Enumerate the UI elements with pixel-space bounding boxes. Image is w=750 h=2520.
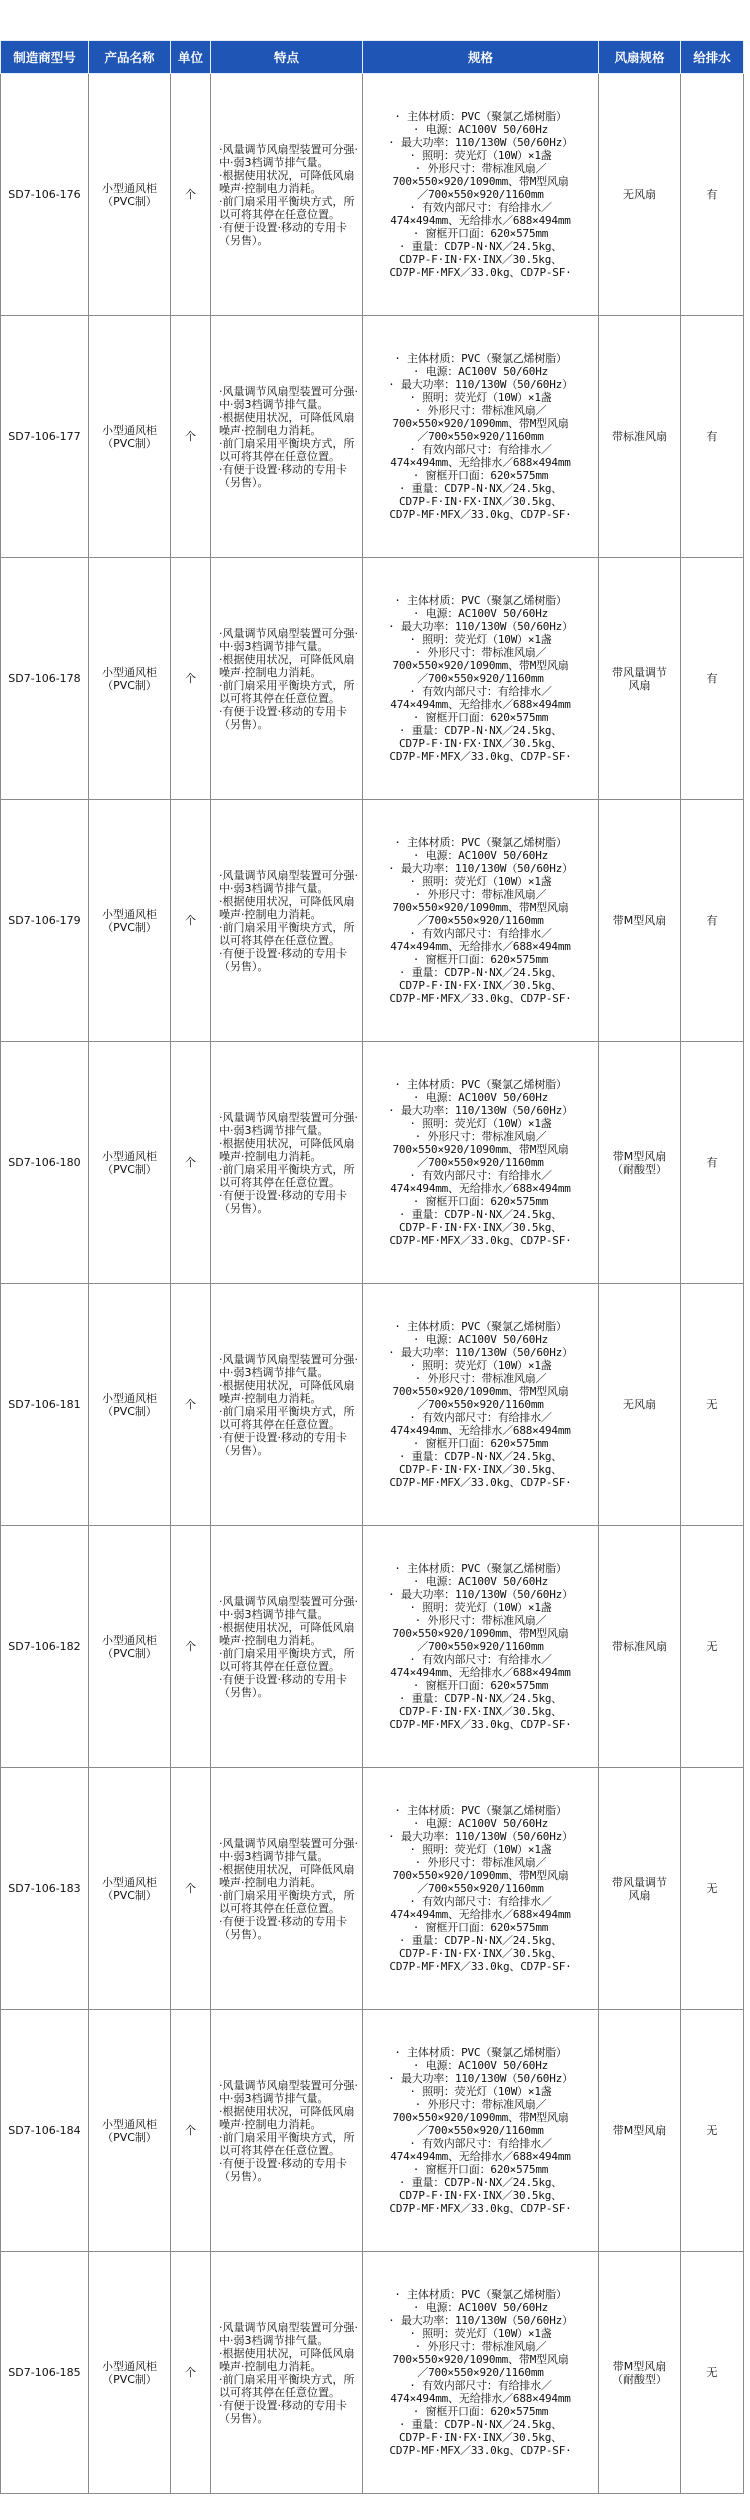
feature-item: ·有便于设置·移动的专用卡（另售）。: [219, 946, 347, 973]
spec-line: · 最大功率：110/130W（50/60Hz）: [388, 2314, 573, 2327]
unit-cell: 个: [171, 1768, 211, 2010]
feature-item: ·风量调节风扇型装置可分强·中·弱3档调节排气量。: [219, 2078, 358, 2105]
product-name-line: 小型通风柜: [102, 665, 157, 679]
spec-line: 700×550×920/1090mm、带M型风扇: [392, 417, 569, 430]
spec-line: · 主体材质：PVC（聚氯乙烯树脂）: [394, 1320, 567, 1333]
spec-line: CD7P-MF·MFX／33.0kg、CD7P-SF·: [389, 1476, 572, 1489]
feature-item: ·前门扇采用平衡块方式，所以可将其停在任意位置。: [219, 678, 355, 705]
spec-line: · 电源：AC100V 50/60Hz: [412, 365, 549, 378]
spec-line: · 有效内部尺寸：有给排水／: [409, 443, 552, 456]
spec-line: · 照明：荧光灯（10W）×1盏: [409, 1117, 552, 1130]
features-cell: [211, 316, 363, 558]
header-product-name: 产品名称: [89, 41, 171, 74]
spec-line: 474×494mm、无给排水／688×494mm: [390, 2150, 571, 2163]
spec-line: CD7P-F·IN·FX·INX／30.5kg、: [399, 1947, 562, 1960]
unit-cell: 个: [171, 74, 211, 316]
fan-spec-cell: [599, 316, 681, 558]
spec-line: · 外形尺寸：带标准风扇／: [414, 1372, 547, 1385]
feature-item: ·风量调节风扇型装置可分强·中·弱3档调节排气量。: [219, 1352, 358, 1379]
drainage-cell: 无: [681, 1284, 744, 1526]
feature-item: ·根据使用状况，可降低风扇噪声·控制电力消耗。: [219, 652, 355, 679]
fan-spec-line: 带标准风扇: [612, 430, 667, 443]
spec-line: · 主体材质：PVC（聚氯乙烯树脂）: [394, 110, 567, 123]
product-name-line: 小型通风柜: [102, 1633, 157, 1647]
specs-cell: [363, 1042, 599, 1284]
spec-line: · 重量：CD7P-N·NX／24.5kg、: [398, 240, 563, 253]
spec-line: · 最大功率：110/130W（50/60Hz）: [388, 1830, 573, 1843]
spec-line: · 照明：荧光灯（10W）×1盏: [409, 149, 552, 162]
spec-line: · 窗框开口面：620×575mm: [412, 1679, 549, 1692]
feature-item: ·有便于设置·移动的专用卡（另售）。: [219, 704, 347, 731]
unit-cell: 个: [171, 316, 211, 558]
spec-line: CD7P-F·IN·FX·INX／30.5kg、: [399, 979, 562, 992]
spec-line: · 外形尺寸：带标准风扇／: [414, 1614, 547, 1627]
spec-line: · 重量：CD7P-N·NX／24.5kg、: [398, 2176, 563, 2189]
unit-cell: 个: [171, 1284, 211, 1526]
product-name-line: 小型通风柜: [102, 181, 157, 195]
product-spec-table: [0, 40, 744, 2494]
product-name-cell: [89, 1526, 171, 1768]
spec-line: CD7P-MF·MFX／33.0kg、CD7P-SF·: [389, 992, 572, 1005]
feature-item: ·前门扇采用平衡块方式，所以可将其停在任意位置。: [219, 1404, 355, 1431]
features-cell: [211, 800, 363, 1042]
spec-line: · 照明：荧光灯（10W）×1盏: [409, 633, 552, 646]
spec-line: CD7P-MF·MFX／33.0kg、CD7P-SF·: [389, 266, 572, 279]
spec-line: ／700×550×920/1160mm: [417, 1882, 544, 1895]
feature-item: ·前门扇采用平衡块方式，所以可将其停在任意位置。: [219, 1646, 355, 1673]
spec-line: CD7P-MF·MFX／33.0kg、CD7P-SF·: [389, 508, 572, 521]
feature-item: ·有便于设置·移动的专用卡（另售）。: [219, 2156, 347, 2183]
spec-line: · 照明：荧光灯（10W）×1盏: [409, 1359, 552, 1372]
feature-item: ·有便于设置·移动的专用卡（另售）。: [219, 462, 347, 489]
spec-line: 474×494mm、无给排水／688×494mm: [390, 1424, 571, 1437]
spec-line: 474×494mm、无给排水／688×494mm: [390, 214, 571, 227]
spec-line: · 窗框开口面：620×575mm: [412, 953, 549, 966]
feature-item: ·有便于设置·移动的专用卡（另售）。: [219, 1672, 347, 1699]
spec-line: · 电源：AC100V 50/60Hz: [412, 1333, 549, 1346]
feature-item: ·前门扇采用平衡块方式，所以可将其停在任意位置。: [219, 194, 355, 221]
table-body: [1, 74, 744, 2494]
features-cell: [211, 1042, 363, 1284]
fan-spec-line: 带M型风扇: [612, 1149, 667, 1163]
model-cell: SD7-106-176: [1, 74, 89, 316]
header-features: 特点: [211, 41, 363, 74]
spec-line: · 窗框开口面：620×575mm: [412, 469, 549, 482]
fan-spec-line: 带M型风扇: [612, 2359, 667, 2373]
spec-line: CD7P-MF·MFX／33.0kg、CD7P-SF·: [389, 1960, 572, 1973]
spec-line: CD7P-F·IN·FX·INX／30.5kg、: [399, 253, 562, 266]
spec-line: 474×494mm、无给排水／688×494mm: [390, 2392, 571, 2405]
drainage-cell: 无: [681, 2252, 744, 2494]
spec-line: · 外形尺寸：带标准风扇／: [414, 2340, 547, 2353]
feature-item: ·根据使用状况，可降低风扇噪声·控制电力消耗。: [219, 168, 355, 195]
product-name-line: （PVC制）: [102, 1404, 157, 1418]
spec-line: 474×494mm、无给排水／688×494mm: [390, 1908, 571, 1921]
spec-line: · 电源：AC100V 50/60Hz: [412, 1575, 549, 1588]
product-name-line: 小型通风柜: [102, 1391, 157, 1405]
product-name-line: 小型通风柜: [102, 2117, 157, 2131]
spec-line: · 外形尺寸：带标准风扇／: [414, 2098, 547, 2111]
fan-spec-line: （耐酸型）: [612, 1162, 667, 1176]
model-cell: SD7-106-177: [1, 316, 89, 558]
specs-cell: [363, 1526, 599, 1768]
features-cell: [211, 74, 363, 316]
spec-line: 700×550×920/1090mm、带M型风扇: [392, 1627, 569, 1640]
table-row: [1, 1768, 744, 2010]
spec-line: CD7P-F·IN·FX·INX／30.5kg、: [399, 737, 562, 750]
model-cell: SD7-106-184: [1, 2010, 89, 2252]
product-name-line: （PVC制）: [102, 1646, 157, 1660]
product-name-cell: [89, 1768, 171, 2010]
feature-item: ·前门扇采用平衡块方式，所以可将其停在任意位置。: [219, 1162, 355, 1189]
spec-line: 474×494mm、无给排水／688×494mm: [390, 1666, 571, 1679]
feature-item: ·风量调节风扇型装置可分强·中·弱3档调节排气量。: [219, 142, 358, 169]
fan-spec-cell: [599, 1284, 681, 1526]
table-row: [1, 1042, 744, 1284]
spec-line: · 窗框开口面：620×575mm: [412, 2405, 549, 2418]
spec-line: · 照明：荧光灯（10W）×1盏: [409, 391, 552, 404]
drainage-cell: 无: [681, 1768, 744, 2010]
spec-line: · 窗框开口面：620×575mm: [412, 2163, 549, 2176]
header-drainage: 给排水: [681, 41, 744, 74]
fan-spec-cell: [599, 1768, 681, 2010]
spec-line: 474×494mm、无给排水／688×494mm: [390, 940, 571, 953]
product-name-cell: [89, 1284, 171, 1526]
spec-line: ／700×550×920/1160mm: [417, 672, 544, 685]
spec-line: · 主体材质：PVC（聚氯乙烯树脂）: [394, 352, 567, 365]
spec-line: · 电源：AC100V 50/60Hz: [412, 607, 549, 620]
spec-line: · 重量：CD7P-N·NX／24.5kg、: [398, 1450, 563, 1463]
feature-item: ·风量调节风扇型装置可分强·中·弱3档调节排气量。: [219, 1594, 358, 1621]
header-specs: 规格: [363, 41, 599, 74]
fan-spec-line: （耐酸型）: [612, 2372, 667, 2386]
spec-line: · 电源：AC100V 50/60Hz: [412, 2059, 549, 2072]
spec-line: CD7P-MF·MFX／33.0kg、CD7P-SF·: [389, 1234, 572, 1247]
spec-line: · 重量：CD7P-N·NX／24.5kg、: [398, 1692, 563, 1705]
specs-cell: [363, 558, 599, 800]
drainage-cell: 有: [681, 800, 744, 1042]
spec-line: · 外形尺寸：带标准风扇／: [414, 888, 547, 901]
spec-line: · 最大功率：110/130W（50/60Hz）: [388, 1588, 573, 1601]
fan-spec-line: 风扇: [628, 1888, 651, 1902]
drainage-cell: 无: [681, 2010, 744, 2252]
spec-line: CD7P-MF·MFX／33.0kg、CD7P-SF·: [389, 1718, 572, 1731]
fan-spec-cell: [599, 74, 681, 316]
spec-line: · 有效内部尺寸：有给排水／: [409, 1411, 552, 1424]
product-name-line: 小型通风柜: [102, 2359, 157, 2373]
fan-spec-line: 无风扇: [623, 1398, 656, 1411]
feature-item: ·有便于设置·移动的专用卡（另售）。: [219, 220, 347, 247]
fan-spec-line: 带风量调节: [612, 1875, 667, 1889]
spec-line: · 窗框开口面：620×575mm: [412, 1195, 549, 1208]
fan-spec-line: 带M型风扇: [612, 914, 667, 927]
feature-item: ·风量调节风扇型装置可分强·中·弱3档调节排气量。: [219, 868, 358, 895]
model-cell: SD7-106-179: [1, 800, 89, 1042]
product-name-cell: [89, 2252, 171, 2494]
product-name-line: （PVC制）: [102, 920, 157, 934]
drainage-cell: 有: [681, 558, 744, 800]
spec-line: 700×550×920/1090mm、带M型风扇: [392, 1869, 569, 1882]
spec-line: CD7P-F·IN·FX·INX／30.5kg、: [399, 495, 562, 508]
table-row: [1, 74, 744, 316]
fan-spec-line: 带M型风扇: [612, 2124, 667, 2137]
product-name-line: （PVC制）: [102, 678, 157, 692]
fan-spec-line: 带标准风扇: [612, 1640, 667, 1653]
spec-line: · 有效内部尺寸：有给排水／: [409, 1895, 552, 1908]
header-fan-spec: 风扇规格: [599, 41, 681, 74]
feature-item: ·有便于设置·移动的专用卡（另售）。: [219, 1914, 347, 1941]
feature-item: ·风量调节风扇型装置可分强·中·弱3档调节排气量。: [219, 1110, 358, 1137]
feature-item: ·前门扇采用平衡块方式，所以可将其停在任意位置。: [219, 436, 355, 463]
spec-line: CD7P-MF·MFX／33.0kg、CD7P-SF·: [389, 2202, 572, 2215]
spec-line: 474×494mm、无给排水／688×494mm: [390, 698, 571, 711]
model-cell: SD7-106-183: [1, 1768, 89, 2010]
spec-line: · 电源：AC100V 50/60Hz: [412, 1817, 549, 1830]
unit-cell: 个: [171, 1526, 211, 1768]
spec-line: · 最大功率：110/130W（50/60Hz）: [388, 1104, 573, 1117]
feature-item: ·前门扇采用平衡块方式，所以可将其停在任意位置。: [219, 2130, 355, 2157]
spec-line: · 重量：CD7P-N·NX／24.5kg、: [398, 1208, 563, 1221]
table-row: [1, 558, 744, 800]
spec-line: 700×550×920/1090mm、带M型风扇: [392, 1385, 569, 1398]
spec-line: · 外形尺寸：带标准风扇／: [414, 1856, 547, 1869]
feature-item: ·根据使用状况，可降低风扇噪声·控制电力消耗。: [219, 894, 355, 921]
features-cell: [211, 2252, 363, 2494]
specs-cell: [363, 74, 599, 316]
product-name-line: （PVC制）: [102, 2130, 157, 2144]
fan-spec-cell: [599, 1526, 681, 1768]
spec-line: 700×550×920/1090mm、带M型风扇: [392, 2111, 569, 2124]
spec-line: · 窗框开口面：620×575mm: [412, 1921, 549, 1934]
spec-line: · 主体材质：PVC（聚氯乙烯树脂）: [394, 594, 567, 607]
table-row: [1, 800, 744, 1042]
features-cell: [211, 1284, 363, 1526]
spec-line: · 有效内部尺寸：有给排水／: [409, 2137, 552, 2150]
spec-line: · 最大功率：110/130W（50/60Hz）: [388, 1346, 573, 1359]
spec-line: · 最大功率：110/130W（50/60Hz）: [388, 378, 573, 391]
model-cell: SD7-106-182: [1, 1526, 89, 1768]
unit-cell: 个: [171, 2252, 211, 2494]
specs-cell: [363, 2252, 599, 2494]
spec-line: · 电源：AC100V 50/60Hz: [412, 2301, 549, 2314]
spec-line: · 主体材质：PVC（聚氯乙烯树脂）: [394, 2046, 567, 2059]
spec-line: · 最大功率：110/130W（50/60Hz）: [388, 2072, 573, 2085]
feature-item: ·有便于设置·移动的专用卡（另售）。: [219, 2398, 347, 2425]
spec-line: · 有效内部尺寸：有给排水／: [409, 201, 552, 214]
spec-line: CD7P-MF·MFX／33.0kg、CD7P-SF·: [389, 750, 572, 763]
spec-line: · 窗框开口面：620×575mm: [412, 1437, 549, 1450]
feature-item: ·风量调节风扇型装置可分强·中·弱3档调节排气量。: [219, 626, 358, 653]
spec-line: 474×494mm、无给排水／688×494mm: [390, 1182, 571, 1195]
features-cell: [211, 1768, 363, 2010]
spec-line: · 照明：荧光灯（10W）×1盏: [409, 2085, 552, 2098]
product-name-line: 小型通风柜: [102, 1149, 157, 1163]
table-row: [1, 1526, 744, 1768]
feature-item: ·根据使用状况，可降低风扇噪声·控制电力消耗。: [219, 1620, 355, 1647]
spec-line: · 主体材质：PVC（聚氯乙烯树脂）: [394, 1078, 567, 1091]
spec-line: · 外形尺寸：带标准风扇／: [414, 646, 547, 659]
spec-line: · 重量：CD7P-N·NX／24.5kg、: [398, 966, 563, 979]
product-name-line: （PVC制）: [102, 2372, 157, 2386]
feature-item: ·根据使用状况，可降低风扇噪声·控制电力消耗。: [219, 1862, 355, 1889]
feature-item: ·前门扇采用平衡块方式，所以可将其停在任意位置。: [219, 920, 355, 947]
specs-cell: [363, 800, 599, 1042]
spec-line: ／700×550×920/1160mm: [417, 1156, 544, 1169]
spec-line: · 有效内部尺寸：有给排水／: [409, 685, 552, 698]
header-row: [1, 41, 744, 74]
drainage-cell: 无: [681, 1526, 744, 1768]
fan-spec-cell: [599, 2252, 681, 2494]
spec-line: ／700×550×920/1160mm: [417, 188, 544, 201]
spec-line: · 外形尺寸：带标准风扇／: [414, 162, 547, 175]
spec-line: ／700×550×920/1160mm: [417, 914, 544, 927]
fan-spec-cell: [599, 1042, 681, 1284]
spec-line: · 窗框开口面：620×575mm: [412, 227, 549, 240]
spec-line: CD7P-F·IN·FX·INX／30.5kg、: [399, 1463, 562, 1476]
spec-line: · 主体材质：PVC（聚氯乙烯树脂）: [394, 1804, 567, 1817]
product-name-line: 小型通风柜: [102, 907, 157, 921]
spec-line: ／700×550×920/1160mm: [417, 2124, 544, 2137]
spec-line: CD7P-F·IN·FX·INX／30.5kg、: [399, 1705, 562, 1718]
spec-line: · 重量：CD7P-N·NX／24.5kg、: [398, 2418, 563, 2431]
spec-line: · 照明：荧光灯（10W）×1盏: [409, 1843, 552, 1856]
spec-line: · 有效内部尺寸：有给排水／: [409, 1653, 552, 1666]
feature-item: ·前门扇采用平衡块方式，所以可将其停在任意位置。: [219, 1888, 355, 1915]
product-name-cell: [89, 2010, 171, 2252]
feature-item: ·风量调节风扇型装置可分强·中·弱3档调节排气量。: [219, 384, 358, 411]
fan-spec-line: 无风扇: [623, 188, 656, 201]
fan-spec-cell: [599, 800, 681, 1042]
spec-line: CD7P-F·IN·FX·INX／30.5kg、: [399, 2189, 562, 2202]
spec-line: · 主体材质：PVC（聚氯乙烯树脂）: [394, 1562, 567, 1575]
spec-line: · 窗框开口面：620×575mm: [412, 711, 549, 724]
header-unit: 单位: [171, 41, 211, 74]
fan-spec-cell: [599, 2010, 681, 2252]
spec-line: CD7P-F·IN·FX·INX／30.5kg、: [399, 1221, 562, 1234]
product-name-cell: [89, 1042, 171, 1284]
product-name-line: （PVC制）: [102, 1888, 157, 1902]
product-name-line: 小型通风柜: [102, 423, 157, 437]
product-name-cell: [89, 316, 171, 558]
spec-line: · 照明：荧光灯（10W）×1盏: [409, 875, 552, 888]
model-cell: SD7-106-178: [1, 558, 89, 800]
drainage-cell: 有: [681, 74, 744, 316]
fan-spec-line: 带风量调节: [612, 665, 667, 679]
table-row: [1, 1284, 744, 1526]
feature-item: ·根据使用状况，可降低风扇噪声·控制电力消耗。: [219, 1378, 355, 1405]
spec-line: 700×550×920/1090mm、带M型风扇: [392, 175, 569, 188]
spec-line: · 电源：AC100V 50/60Hz: [412, 123, 549, 136]
model-cell: SD7-106-185: [1, 2252, 89, 2494]
unit-cell: 个: [171, 2010, 211, 2252]
feature-item: ·根据使用状况，可降低风扇噪声·控制电力消耗。: [219, 2104, 355, 2131]
unit-cell: 个: [171, 558, 211, 800]
product-name-cell: [89, 800, 171, 1042]
feature-item: ·风量调节风扇型装置可分强·中·弱3档调节排气量。: [219, 1836, 358, 1863]
model-cell: SD7-106-180: [1, 1042, 89, 1284]
features-cell: [211, 2010, 363, 2252]
spec-line: ／700×550×920/1160mm: [417, 1640, 544, 1653]
spec-line: 700×550×920/1090mm、带M型风扇: [392, 901, 569, 914]
spec-line: · 主体材质：PVC（聚氯乙烯树脂）: [394, 2288, 567, 2301]
table-row: [1, 2252, 744, 2494]
spec-line: · 照明：荧光灯（10W）×1盏: [409, 2327, 552, 2340]
specs-cell: [363, 316, 599, 558]
product-name-line: （PVC制）: [102, 436, 157, 450]
features-cell: [211, 1526, 363, 1768]
product-name-cell: [89, 558, 171, 800]
spec-line: · 有效内部尺寸：有给排水／: [409, 1169, 552, 1182]
unit-cell: 个: [171, 800, 211, 1042]
fan-spec-cell: [599, 558, 681, 800]
spec-line: 700×550×920/1090mm、带M型风扇: [392, 1143, 569, 1156]
spec-line: ／700×550×920/1160mm: [417, 430, 544, 443]
spec-line: · 外形尺寸：带标准风扇／: [414, 1130, 547, 1143]
spec-line: 700×550×920/1090mm、带M型风扇: [392, 2353, 569, 2366]
specs-cell: [363, 2010, 599, 2252]
feature-item: ·根据使用状况，可降低风扇噪声·控制电力消耗。: [219, 2346, 355, 2373]
header-model: 制造商型号: [1, 41, 89, 74]
product-name-line: （PVC制）: [102, 1162, 157, 1176]
spec-line: · 最大功率：110/130W（50/60Hz）: [388, 620, 573, 633]
features-cell: [211, 558, 363, 800]
spec-line: CD7P-F·IN·FX·INX／30.5kg、: [399, 2431, 562, 2444]
spec-line: · 最大功率：110/130W（50/60Hz）: [388, 136, 573, 149]
spec-line: 700×550×920/1090mm、带M型风扇: [392, 659, 569, 672]
spec-line: · 重量：CD7P-N·NX／24.5kg、: [398, 482, 563, 495]
drainage-cell: 有: [681, 316, 744, 558]
product-name-line: 小型通风柜: [102, 1875, 157, 1889]
spec-line: · 重量：CD7P-N·NX／24.5kg、: [398, 1934, 563, 1947]
spec-line: · 有效内部尺寸：有给排水／: [409, 927, 552, 940]
spec-line: · 重量：CD7P-N·NX／24.5kg、: [398, 724, 563, 737]
spec-line: · 电源：AC100V 50/60Hz: [412, 849, 549, 862]
spec-line: · 最大功率：110/130W（50/60Hz）: [388, 862, 573, 875]
spec-line: · 照明：荧光灯（10W）×1盏: [409, 1601, 552, 1614]
specs-cell: [363, 1284, 599, 1526]
model-cell: SD7-106-181: [1, 1284, 89, 1526]
specs-cell: [363, 1768, 599, 2010]
product-name-cell: [89, 74, 171, 316]
spec-line: · 外形尺寸：带标准风扇／: [414, 404, 547, 417]
feature-item: ·风量调节风扇型装置可分强·中·弱3档调节排气量。: [219, 2320, 358, 2347]
table-row: [1, 2010, 744, 2252]
spec-line: · 电源：AC100V 50/60Hz: [412, 1091, 549, 1104]
spec-line: · 主体材质：PVC（聚氯乙烯树脂）: [394, 836, 567, 849]
unit-cell: 个: [171, 1042, 211, 1284]
feature-item: ·根据使用状况，可降低风扇噪声·控制电力消耗。: [219, 410, 355, 437]
feature-item: ·有便于设置·移动的专用卡（另售）。: [219, 1188, 347, 1215]
spec-line: CD7P-MF·MFX／33.0kg、CD7P-SF·: [389, 2444, 572, 2457]
drainage-cell: 有: [681, 1042, 744, 1284]
fan-spec-line: 风扇: [628, 678, 651, 692]
spec-line: ／700×550×920/1160mm: [417, 1398, 544, 1411]
spec-line: · 有效内部尺寸：有给排水／: [409, 2379, 552, 2392]
feature-item: ·前门扇采用平衡块方式，所以可将其停在任意位置。: [219, 2372, 355, 2399]
spec-line: 474×494mm、无给排水／688×494mm: [390, 456, 571, 469]
table-row: [1, 316, 744, 558]
feature-item: ·根据使用状况，可降低风扇噪声·控制电力消耗。: [219, 1136, 355, 1163]
product-name-line: （PVC制）: [102, 194, 157, 208]
spec-line: ／700×550×920/1160mm: [417, 2366, 544, 2379]
feature-item: ·有便于设置·移动的专用卡（另售）。: [219, 1430, 347, 1457]
